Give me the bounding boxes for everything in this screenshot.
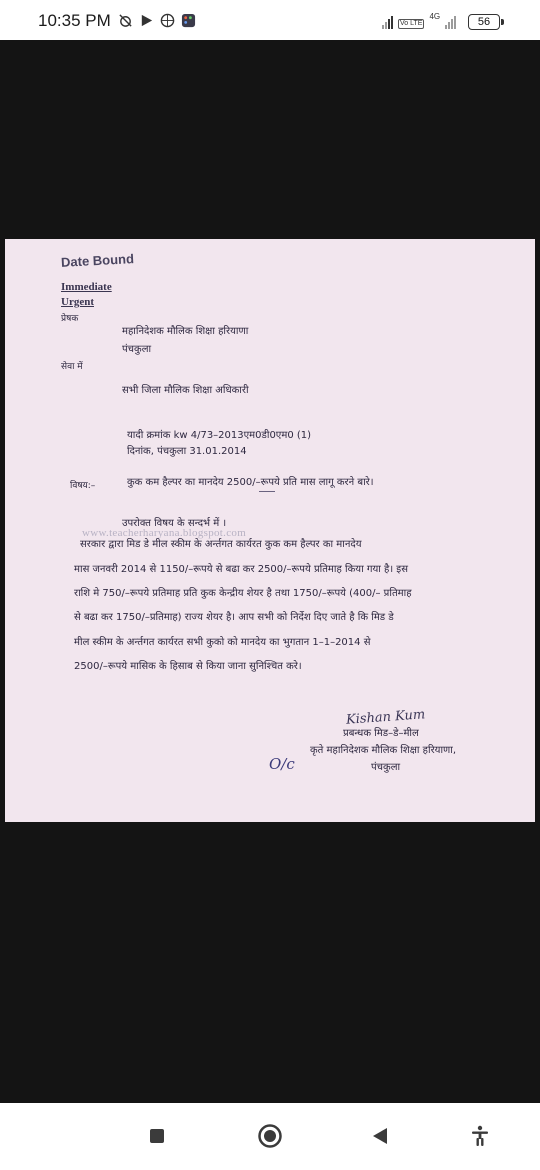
signal-icon-2: [445, 15, 456, 29]
vpn-icon: [160, 13, 175, 28]
initials-mark: O/c: [269, 755, 295, 773]
subject-text: कुक कम हैल्पर का मानदेय 2500/–रूपये प्रति मास लागू करने बारे।: [127, 477, 374, 488]
accessibility-icon: [469, 1125, 491, 1147]
subject-divider: [259, 491, 275, 492]
status-time: 10:35 PM: [38, 11, 111, 30]
status-bar: [0, 0, 540, 40]
body-line-4: से बढा कर 1750/–प्रतिमाह) राज्य शेयर है। आप सभी को निर्देश दिए जाते है कि मिड डे: [74, 612, 394, 623]
watermark: www.teacherharyana.blogspot.com: [82, 527, 247, 539]
recent-apps-icon: [149, 1128, 165, 1144]
recent-apps-button[interactable]: [142, 1121, 172, 1151]
subject-label: विषय:–: [70, 481, 96, 491]
app-icon: [181, 13, 196, 28]
back-button[interactable]: [365, 1121, 395, 1151]
sender-line-2: पंचकुला: [122, 344, 152, 355]
sign-title-2: कृते महानिदेशक मौलिक शिक्षा हरियाणा,: [310, 745, 457, 756]
body-line-5: मील स्कीम के अर्न्तगत कार्यरत सभी कुको को मानदेय का भुगतान 1–1–2014 से: [74, 637, 371, 648]
reference-number: यादी क्रमांक kw 4/73–2013एम0डी0एम0 (1): [127, 430, 312, 441]
signature: Kishan Kum: [345, 707, 426, 728]
battery-icon: 56: [468, 14, 500, 30]
volte-badge: Vo LTE: [400, 20, 423, 27]
date-line: दिनांक, पंचकुला 31.01.2014: [127, 446, 247, 457]
to-label: सेवा में: [61, 362, 83, 372]
home-icon: [257, 1123, 283, 1149]
sender-line-1: महानिदेशक मौलिक शिक्षा हरियाणा: [122, 326, 249, 337]
sender-label: प्रेषक: [61, 314, 79, 324]
alarm-off-icon: [118, 13, 133, 28]
accessibility-button[interactable]: [465, 1121, 495, 1151]
body-line-2: मास जनवरी 2014 से 1150/–रूपये से बढा कर 2500/–रूपये प्रतिमाह किया गया है। इस: [74, 564, 408, 575]
body-line-1: सरकार द्वारा मिड डे मील स्कीम के अर्न्तगत कार्यरत कुक कम हैल्पर का मानदेय: [80, 539, 362, 550]
document-photo[interactable]: [5, 239, 535, 822]
play-store-icon: [139, 13, 154, 28]
navigation-bar: [0, 1103, 540, 1170]
home-button[interactable]: [255, 1121, 285, 1151]
signal-icon: [382, 15, 393, 29]
immediate-label: Immediate: [61, 281, 112, 293]
to-line: सभी जिला मौलिक शिक्षा अधिकारी: [122, 385, 249, 396]
network-type: 4G: [429, 12, 441, 21]
body-line-6: 2500/–रूपये मासिक के हिसाब से किया जाना सुनिश्चित करे।: [74, 661, 302, 672]
intro-line: उपरोक्त विषय के सन्दर्भ में ।: [122, 518, 227, 529]
back-icon: [371, 1127, 389, 1145]
image-viewer[interactable]: [0, 40, 540, 1103]
signal-area: [382, 12, 456, 29]
notification-icons: [118, 13, 196, 28]
sign-place: पंचकुला: [371, 762, 401, 773]
date-bound-stamp: Date Bound: [60, 251, 135, 270]
urgent-label: Urgent: [61, 296, 94, 308]
sign-title-1: प्रबन्धक मिड–डे–मील: [343, 728, 419, 739]
body-line-3: राशि मे 750/–रूपये प्रतिमाह प्रति कुक केन्द्रीय शेयर है तथा 1750/–रूपये (400/– प्रतिमाह: [74, 588, 412, 599]
